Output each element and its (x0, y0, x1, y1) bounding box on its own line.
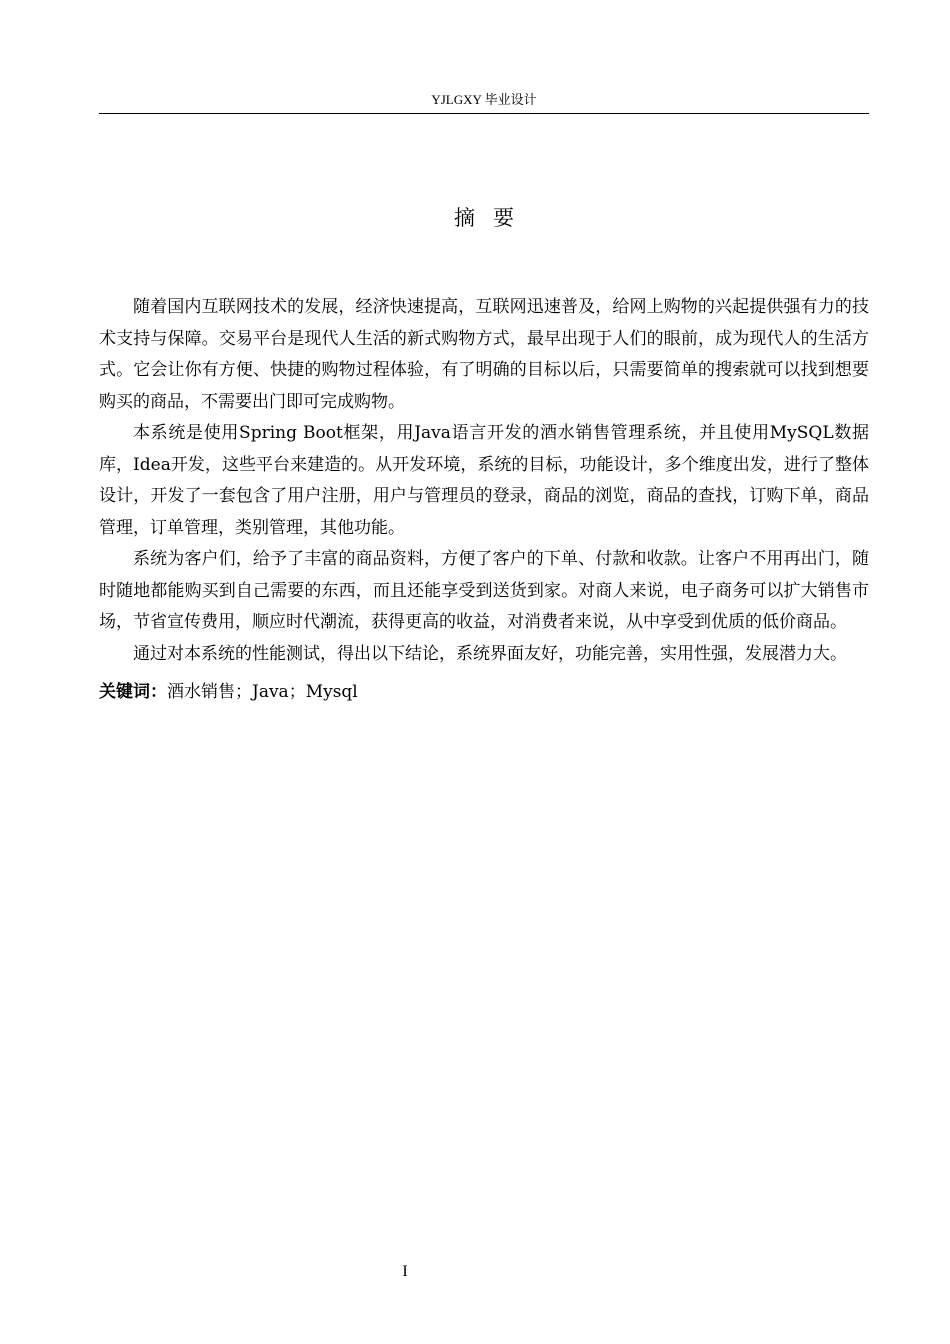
abstract-body (99, 292, 869, 704)
page-number: I (402, 1263, 408, 1280)
abstract-paragraph-4: 通过对本系统的性能测试，得出以下结论，系统界面友好，功能完善，实用性强，发展潜力大。 (133, 643, 847, 664)
abstract-title: 摘要 (454, 206, 532, 230)
keywords-line (99, 680, 869, 704)
running-header: YJLGXY 毕业设计 (431, 92, 537, 107)
abstract-paragraph-3: 系统为客户们，给予了丰富的商品资料，方便了客户的下单、付款和收款。让客户不用再出门，随时随地都能购买到自己需要的东西，而且还能享受到送货到家。对商人来说，电子商务可以扩大销售市场，节省宣传费用，顺应时代潮流，获得更高的收益，对消费者来说，从中享受到优质的低价商品。 (99, 549, 869, 632)
header-rule (99, 113, 869, 114)
abstract-paragraph-2: 本系统是使用Spring Boot框架，用Java语言开发的酒水销售管理系统，并且使用MySQL数据库，Idea开发，这些平台来建造的。从开发环境，系统的目标，功能设计，多个维度出发，进行了整体设计，开发了一套包含了用户注册，用户与管理员的登录，商品的浏览，商品的查找，订购下单，商品管理，订单管理，类别管理，其他功能。 (99, 423, 869, 538)
keywords-label: 关键词： (99, 682, 167, 702)
keywords-value: 酒水销售；Java；Mysql (167, 682, 358, 702)
abstract-paragraph-1: 随着国内互联网技术的发展，经济快速提高，互联网迅速普及，给网上购物的兴起提供强有力的技术支持与保障。交易平台是现代人生活的新式购物方式，最早出现于人们的眼前，成为现代人的生活方式。它会让你有方便、快捷的购物过程体验，有了明确的目标以后，只需要简单的搜索就可以找到想要购买的商品，不需要出门即可完成购物。 (99, 297, 869, 412)
